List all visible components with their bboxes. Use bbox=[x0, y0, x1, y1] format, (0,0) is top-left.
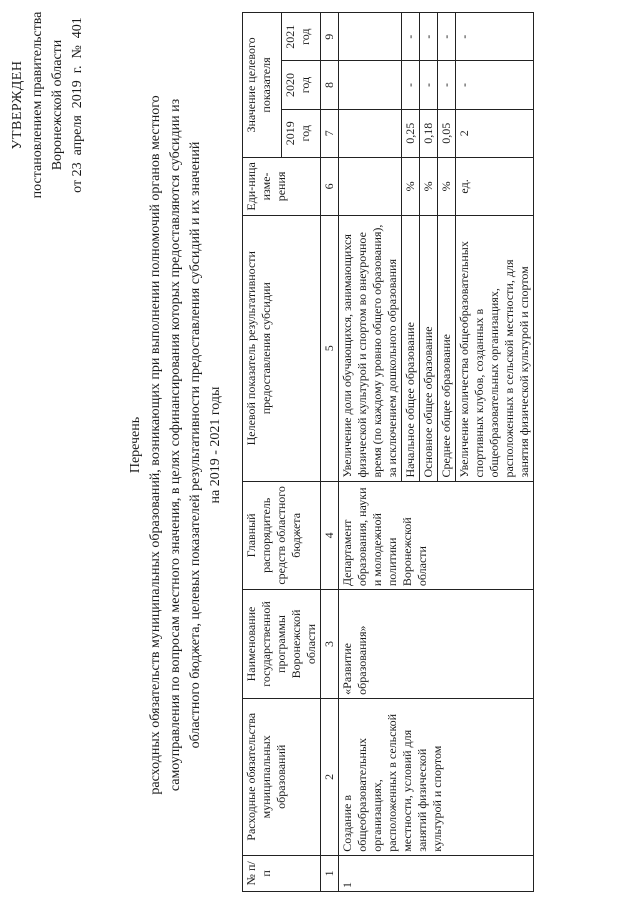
manager-cell: Департамент образования, науки и молодежной политики Воронежской области bbox=[339, 481, 534, 590]
header-program: Наименование государственной программы Воронежской области bbox=[243, 590, 321, 699]
header-manager: Главный распорядитель средств областного бюджета bbox=[243, 481, 321, 590]
indicator-value-2019: 2 bbox=[456, 109, 534, 157]
program-cell: «Развитие образования» bbox=[339, 590, 534, 699]
header-row bbox=[243, 13, 282, 892]
obligation-cell: Создание в общеобразовательных организациях, расположенных в сельской местности, условий для занятий физической культурой и спортом bbox=[339, 698, 534, 855]
header-obligations: Расходные обязательства муниципальных образований bbox=[243, 698, 321, 855]
indicator-value-2021: - bbox=[438, 13, 456, 61]
indicator-unit: % bbox=[420, 157, 438, 215]
indicator-value-2020 bbox=[339, 61, 402, 109]
indicator-unit: % bbox=[402, 157, 420, 215]
indicator-value-2020: - bbox=[420, 61, 438, 109]
heading-line-1: расходных обязательств муниципальных образований, возникающих при выполнении полномочий органов местного bbox=[148, 95, 163, 795]
indicator-value-2021 bbox=[339, 13, 402, 61]
indicator-name: Увеличение количества общеобразовательных спортивных клубов, созданных в общеобразовательных организациях, расположенных в сельской местности, для занятия физической культурой и спортом bbox=[456, 215, 534, 481]
heading-line-4: на 2019 - 2021 годы bbox=[208, 386, 223, 504]
indicator-unit: ед. bbox=[456, 157, 534, 215]
column-number: 7 bbox=[321, 109, 339, 157]
approval-stamp-block bbox=[8, 0, 88, 220]
indicator-value-2019: 0,25 bbox=[402, 109, 420, 157]
heading-line-3: областного бюджета, целевых показателей результативности предоставления субсидий и их значений bbox=[188, 141, 203, 749]
indicator-name: Среднее общее образование bbox=[438, 215, 456, 481]
indicator-value-2020: - bbox=[456, 61, 534, 109]
header-indicator: Целевой показатель результативности предоставления субсидии bbox=[243, 215, 321, 481]
header-unit: Еди-ница изме-рения bbox=[243, 157, 321, 215]
indicator-value-2019: 0,18 bbox=[420, 109, 438, 157]
column-number: 8 bbox=[321, 61, 339, 109]
document-heading bbox=[126, 60, 226, 830]
header-target-value: Значение целевого показателя bbox=[243, 13, 282, 158]
column-number: 1 bbox=[321, 855, 339, 891]
indicator-unit: % bbox=[438, 157, 456, 215]
indicator-name: Начальное общее образование bbox=[402, 215, 420, 481]
header-year-2020: 2020 год bbox=[282, 61, 321, 109]
indicator-value-2019: 0,05 bbox=[438, 109, 456, 157]
indicator-value-2020: - bbox=[438, 61, 456, 109]
column-number: 9 bbox=[321, 13, 339, 61]
indicator-value-2021: - bbox=[420, 13, 438, 61]
indicator-value-2020: - bbox=[402, 61, 420, 109]
column-number: 4 bbox=[321, 481, 339, 590]
column-number-row bbox=[321, 13, 339, 892]
table-row bbox=[339, 13, 402, 892]
indicator-value-2019 bbox=[339, 109, 402, 157]
approval-line-2: Воронежской области bbox=[50, 39, 65, 171]
header-year-2019: 2019 год bbox=[282, 109, 321, 157]
heading-title: Перечень bbox=[128, 416, 143, 474]
column-number: 3 bbox=[321, 590, 339, 699]
column-number: 5 bbox=[321, 215, 339, 481]
indicator-name: Основное общее образование bbox=[420, 215, 438, 481]
header-num: № п/п bbox=[243, 855, 321, 891]
indicator-unit bbox=[339, 157, 402, 215]
obligations-table bbox=[242, 12, 534, 892]
header-year-2021: 2021 год bbox=[282, 13, 321, 61]
indicator-name: Увеличение доли обучающихся, занимающихся физической культурой и спортом во внеурочное время (по каждому уровню общего образования), за исключением дошкольного образования bbox=[339, 215, 402, 481]
indicator-value-2021: - bbox=[456, 13, 534, 61]
approval-date-line: от 23 апреля 2019 г. № 401 bbox=[70, 17, 85, 193]
approval-line-1: постановлением правительства bbox=[30, 11, 45, 199]
column-number: 2 bbox=[321, 698, 339, 855]
heading-line-2: самоуправления по вопросам местного значения, в целях софинансирования которых предоставляются субсидии из bbox=[168, 98, 183, 792]
column-number: 6 bbox=[321, 157, 339, 215]
indicator-value-2021: - bbox=[402, 13, 420, 61]
approval-title: УТВЕРЖДЕН bbox=[10, 60, 25, 150]
row-number: 1 bbox=[339, 855, 534, 891]
